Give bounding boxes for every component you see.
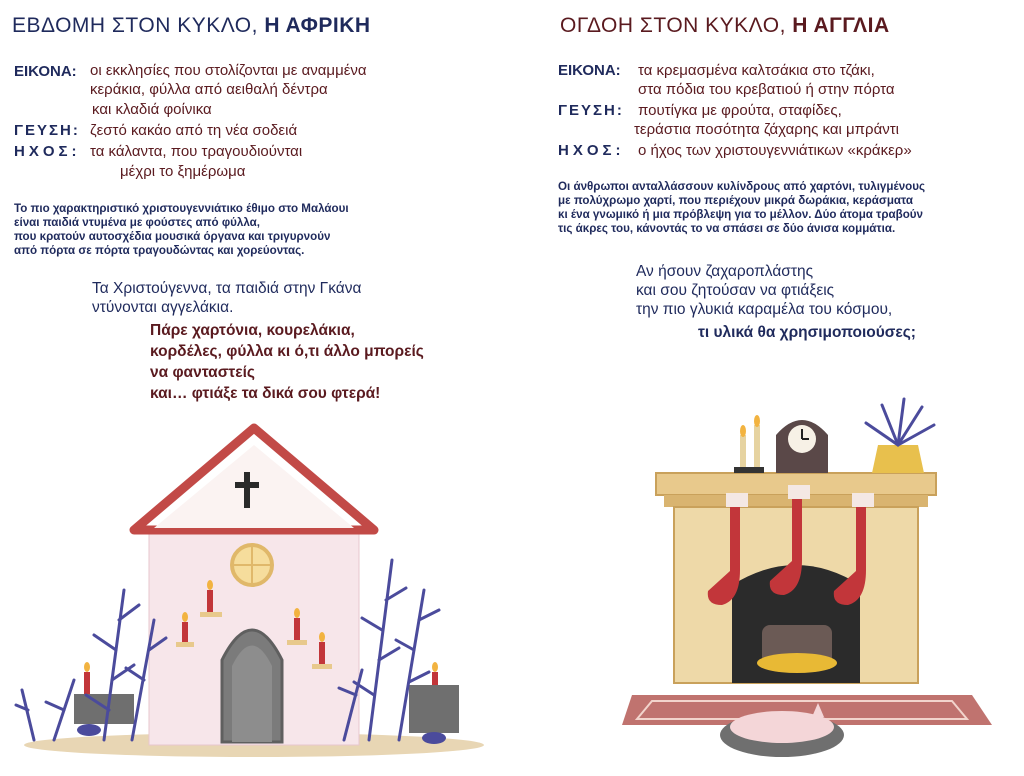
malawi-paragraph-line: είναι παιδιά ντυμένα με φούστες από φύλλα,: [14, 216, 260, 229]
ixos-label: ΗΧΟΣ:: [14, 143, 81, 160]
left-title: [12, 14, 371, 38]
left-title-place: Η ΑΦΡΙΚΗ: [264, 14, 371, 37]
clock-icon: [776, 420, 828, 473]
geusi-line: πουτίγκα με φρούτα, σταφίδες,: [638, 102, 842, 119]
ixos-line: τα κάλαντα, που τραγουδιούνται: [90, 143, 303, 160]
eikona-label: ΕΙΚΟΝΑ:: [14, 63, 77, 80]
ghana-line: ντύνονται αγγελάκια.: [92, 299, 234, 316]
craft-line: κορδέλες, φύλλα κι ό,τι άλλο μπορείς: [150, 343, 424, 360]
ixos-line: μέχρι το ξημέρωμα: [120, 163, 246, 180]
cracker-paragraph-line: Οι άνθρωποι ανταλλάσσουν κυλίνδρους από χαρτόνι, τυλιγμένους: [558, 180, 926, 193]
right-page: [512, 0, 1024, 776]
eikona-line: και κλαδιά φοίνικα: [92, 101, 212, 118]
cracker-paragraph-line: τις άκρες του, κάνοντάς το να σπάσει σε δύο άνισα κομμάτια.: [558, 222, 896, 235]
eikona-label: ΕΙΚΟΝΑ:: [558, 62, 621, 79]
eikona-line: οι εκκλησίες που στολίζονται με αναμμένα: [90, 62, 367, 79]
craft-line: και… φτιάξε τα δικά σου φτερά!: [150, 385, 381, 402]
geusi-label: ΓΕΥΣΗ:: [558, 102, 624, 119]
cracker-paragraph-line: με πολύχρωμο χαρτί, που περιέχουν μικρά δωράκια, κεράσματα: [558, 194, 914, 207]
geusi-label: ΓΕΥΣΗ:: [14, 122, 80, 139]
eikona-line: τα κρεμασμένα καλτσάκια στο τζάκι,: [638, 62, 875, 79]
fireplace-illustration: [622, 395, 1002, 765]
ghana-line: Τα Χριστούγεννα, τα παιδιά στην Γκάνα: [92, 280, 362, 297]
church-illustration: [14, 420, 484, 770]
right-title-place: Η ΑΓΓΛΙΑ: [792, 14, 890, 37]
eikona-line: κεράκια, φύλλα από αειθαλή δέντρα: [90, 81, 328, 98]
malawi-paragraph-line: που κρατούν αυτοσχέδια μουσικά όργανα και τριγυρνούν: [14, 230, 331, 243]
plant-icon: [866, 399, 934, 473]
ixos-label: ΗΧΟΣ:: [558, 142, 625, 159]
prompt-line: και σου ζητούσαν να φτιάξεις: [636, 282, 835, 299]
prompt-line: Αν ήσουν ζαχαροπλάστης: [636, 263, 814, 280]
right-title-prefix: ΟΓΔΟΗ ΣΤΟΝ ΚΥΚΛΟ,: [560, 14, 786, 37]
craft-line: Πάρε χαρτόνια, κουρελάκια,: [150, 322, 355, 339]
malawi-paragraph-line: Το πιο χαρακτηριστικό χριστουγεννιάτικο έθιμο στο Μαλάουι: [14, 202, 349, 215]
church-icon: [74, 428, 459, 745]
right-title: [560, 14, 890, 38]
left-title-prefix: ΕΒΔΟΜΗ ΣΤΟΝ ΚΥΚΛΟ,: [12, 14, 258, 37]
prompt-line: την πιο γλυκιά καραμέλα του κόσμου,: [636, 301, 893, 318]
cracker-paragraph-line: κι ένα γνωμικό ή μια πρόβλεψη για το μέλλον. Δύο άτομα τραβούν: [558, 208, 923, 221]
question-line: τι υλικά θα χρησιμοποιούσες;: [698, 324, 916, 341]
geusi-line: ζεστό κακάο από τη νέα σοδειά: [90, 122, 298, 139]
eikona-line: στα πόδια του κρεβατιού ή στην πόρτα: [638, 81, 895, 98]
craft-line: να φανταστείς: [150, 364, 255, 381]
geusi-line: τεράστια ποσότητα ζάχαρης και μπράντι: [634, 121, 899, 138]
ixos-line: ο ήχος των χριστουγεννιάτικων «κράκερ»: [638, 142, 912, 159]
malawi-paragraph-line: από πόρτα σε πόρτα τραγουδώντας και χορεύοντας.: [14, 244, 305, 257]
